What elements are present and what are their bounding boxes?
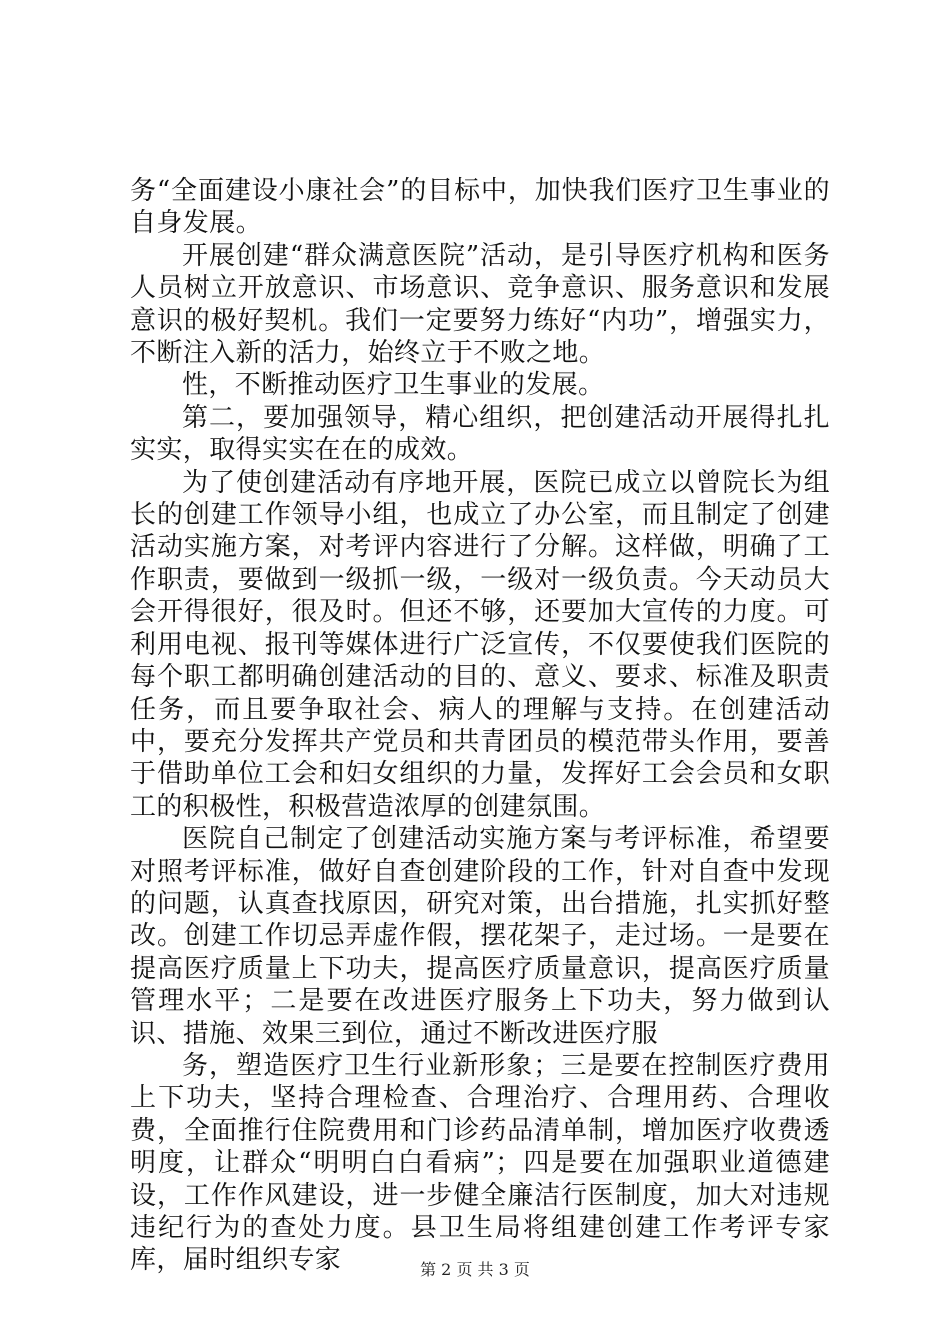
document-body bbox=[130, 175, 830, 1277]
paragraph-1: 务“全面建设小康社会”的目标中，加快我们医疗卫生事业的自身发展。 bbox=[130, 176, 830, 239]
paragraph-5: 为了使创建活动有序地开展，医院已成立以曾院长为组长的创建工作领导小组，也成立了办公室，而且制定了创建活动实施方案，对考评内容进行了分解。这样做，明确了工作职责，要做到一级抓一级，一级对一级负责。今天动员大会开得很好，很及时。但还不够，还要加大宣传的力度。可利用电视、报刊等媒体进行广泛宣传，不仅要使我们医院的每个职工都明确创建活动的目的、意义、要求、标准及职责任务，而且要争取社会、病人的理解与支持。在创建活动中，要充分发挥共产党员和共青团员的模范带头作用，要善于借助单位工会和妇女组织的力量，发挥好工会会员和女职工的积极性，积极营造浓厚的创建氛围。 bbox=[130, 467, 830, 822]
paragraph-3: 性，不断推动医疗卫生事业的发展。 bbox=[182, 370, 605, 401]
paragraph-6: 医院自己制定了创建活动实施方案与考评标准，希望要对照考评标准，做好自查创建阶段的工作，针对自查中发现的问题，认真查找原因，研究对策，出台措施，扎实抓好整改。创建工作切忌弄虚作假，摆花架子，走过场。一是要在提高医疗质量上下功夫，提高医疗质量意识，提高医疗质量管理水平；二是要在改进医疗服务上下功夫，努力做到认识、措施、效果三到位，通过不断改进医疗服 bbox=[130, 824, 830, 1049]
page-footer: 第 2 页 共 3 页 bbox=[420, 1260, 530, 1279]
paragraph-7: 务，塑造医疗卫生行业新形象；三是要在控制医疗费用上下功夫，坚持合理检查、合理治疗、合理用药、合理收费，全面推行住院费用和门诊药品清单制，增加医疗收费透明度，让群众“明明白白看病”；四是要在加强职业道德建设，工作作风建设，进一步健全廉洁行医制度，加大对违规违纪行为的查处力度。县卫生局将组建创建工作考评专家库，届时组织专家 bbox=[130, 1050, 830, 1276]
paragraph-4: 第二，要加强领导，精心组织，把创建活动开展得扎扎实实，取得实实在在的成效。 bbox=[130, 402, 830, 466]
paragraph-2: 开展创建“群众满意医院”活动，是引导医疗机构和医务人员树立开放意识、市场意识、竞争意识、服务意识和发展意识的极好契机。我们一定要努力练好“内功”，增强实力，不断注入新的活力，始终立于不败之地。 bbox=[130, 240, 830, 369]
